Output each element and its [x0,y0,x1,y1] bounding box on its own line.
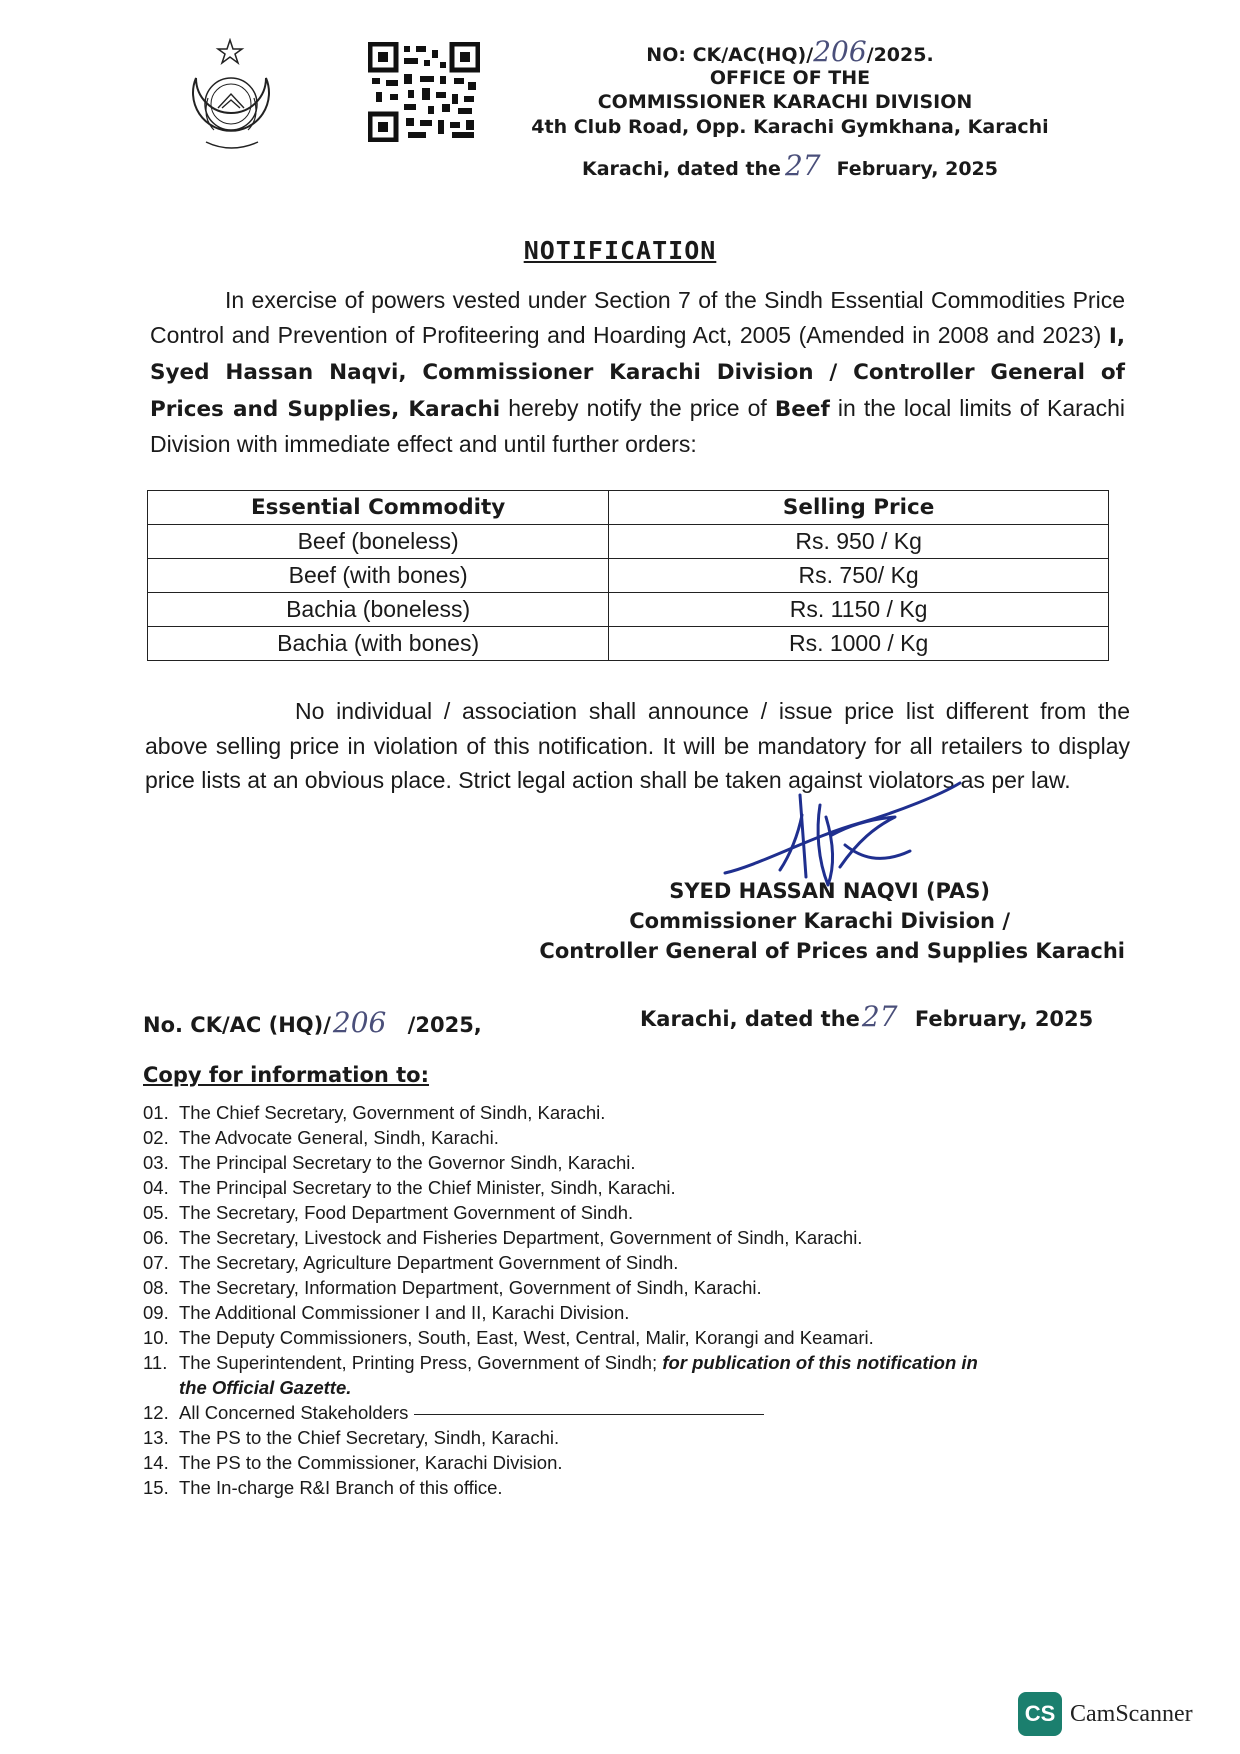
list-item: 03. The Principal Secretary to the Governor Sindh, Karachi. [143,1152,636,1173]
header-commissioner-line: COMMISSIONER KARACHI DIVISION [597,91,973,113]
header-dated-suffix: February, 2025 [836,158,999,180]
footer-dated-line [640,1000,1093,1033]
list-item: 12. All Concerned Stakeholders [143,1400,1123,1425]
table-row [148,593,1109,627]
commodity-cell: Bachia (with bones) [148,627,609,661]
header-ref-prefix: NO: CK/AC(HQ)/ [646,44,814,66]
signatory-name: SYED HASSAN NAQVI (PAS) [669,879,990,903]
list-item: 11. The Superintendent, Printing Press, Government of Sindh; for publication of this notification in [143,1352,978,1373]
commodity-cell: Bachia (boneless) [148,593,609,627]
list-item: 13. The PS to the Chief Secretary, Sindh, Karachi. [143,1427,560,1448]
footer-ref-prefix: No. CK/AC (HQ)/ [143,1013,331,1037]
header-office-line: OFFICE OF THE [709,67,871,89]
list-item: 10. The Deputy Commissioners, South, East, West, Central, Malir, Korangi and Keamari. [143,1327,874,1348]
list-item: 15. The In-charge R&I Branch of this office. [143,1477,503,1498]
camscanner-watermark [1018,1692,1193,1736]
notification-title: NOTIFICATION [523,236,717,265]
price-table [147,490,1109,661]
list-item-continuation: the Official Gazette. [179,1377,352,1398]
camscanner-name: CamScanner [1070,1700,1193,1727]
list-item: 05. The Secretary, Food Department Government of Sindh. [143,1202,634,1223]
signatory-designation-1: Commissioner Karachi Division / [629,909,1010,933]
footer-dated-day: 27 [861,1000,898,1033]
notification-paragraph-2: No individual / association shall announce / issue price list different from the above selling price in violation of this notification. It will be mandatory for all retailers to display price lists at an obvious place. Strict legal action shall be taken against violators as per law. [145,698,1130,793]
signatory-designation-2: Controller General of Prices and Supplies Karachi [539,939,1125,963]
header-ref-handwritten: 206 [813,35,867,68]
table-row [148,525,1109,559]
table-row [148,559,1109,593]
header-address-line: 4th Club Road, Opp. Karachi Gymkhana, Karachi [531,116,1049,138]
price-cell: Rs. 1000 / Kg [609,627,1109,661]
qr-code [368,42,480,142]
footer-ref-line [143,1006,482,1039]
footer-dated-prefix: Karachi, dated the [640,1007,860,1031]
list-item: 04. The Principal Secretary to the Chief Minister, Sindh, Karachi. [143,1177,676,1198]
notification-paragraph-1: In exercise of powers vested under Section 7 of the Sindh Essential Commodities Price Control and Prevention of Profiteering and Hoarding Act, 2005 (Amended in 2008 and 2023) I, Syed Hassan Naqvi, Commissioner Karachi Division / Controller General of Prices and Supplies, Karachi hereby notify the price of Beef in the local limits of Karachi Division with immediate effect and until further orders: [150,287,1125,457]
copy-heading: Copy for information to: [143,1063,430,1087]
footer-ref-suffix: /2025, [400,1013,482,1037]
header-ref-suffix: /2025. [866,44,934,66]
price-cell: Rs. 950 / Kg [609,525,1109,559]
government-seal [178,38,283,156]
column-header-price: Selling Price [609,491,1109,525]
table-row [148,627,1109,661]
list-item: 09. The Additional Commissioner I and II, Karachi Division. [143,1302,630,1323]
list-item: 08. The Secretary, Information Department, Government of Sindh, Karachi. [143,1277,762,1298]
footer-ref-handwritten: 206 [332,1006,387,1039]
footer-dated-suffix: February, 2025 [907,1007,1094,1031]
price-table-header-row [148,491,1109,525]
list-item: 01. The Chief Secretary, Government of Sindh, Karachi. [143,1102,606,1123]
list-item: 14. The PS to the Commissioner, Karachi Division. [143,1452,563,1473]
list-item: 07. The Secretary, Agriculture Department Government of Sindh. [143,1252,679,1273]
stakeholders-rule [414,1414,764,1415]
list-item: 02. The Advocate General, Sindh, Karachi. [143,1127,499,1148]
header-dated-day: 27 [784,149,821,182]
seal-emblem-icon [178,38,283,156]
price-cell: Rs. 750/ Kg [609,559,1109,593]
commodity-cell: Beef (with bones) [148,559,609,593]
commodity-cell: Beef (boneless) [148,525,609,559]
price-cell: Rs. 1150 / Kg [609,593,1109,627]
camscanner-logo-icon: CS [1018,1692,1062,1736]
header-dated-prefix: Karachi, dated the [581,158,781,180]
column-header-commodity: Essential Commodity [148,491,609,525]
copy-recipient-list [143,1100,1123,1500]
header-ref-line [560,35,1020,68]
list-item: 06. The Secretary, Livestock and Fisheries Department, Government of Sindh, Karachi. [143,1227,863,1248]
header-dated-line [555,149,1025,182]
qr-code-icon [368,42,480,142]
